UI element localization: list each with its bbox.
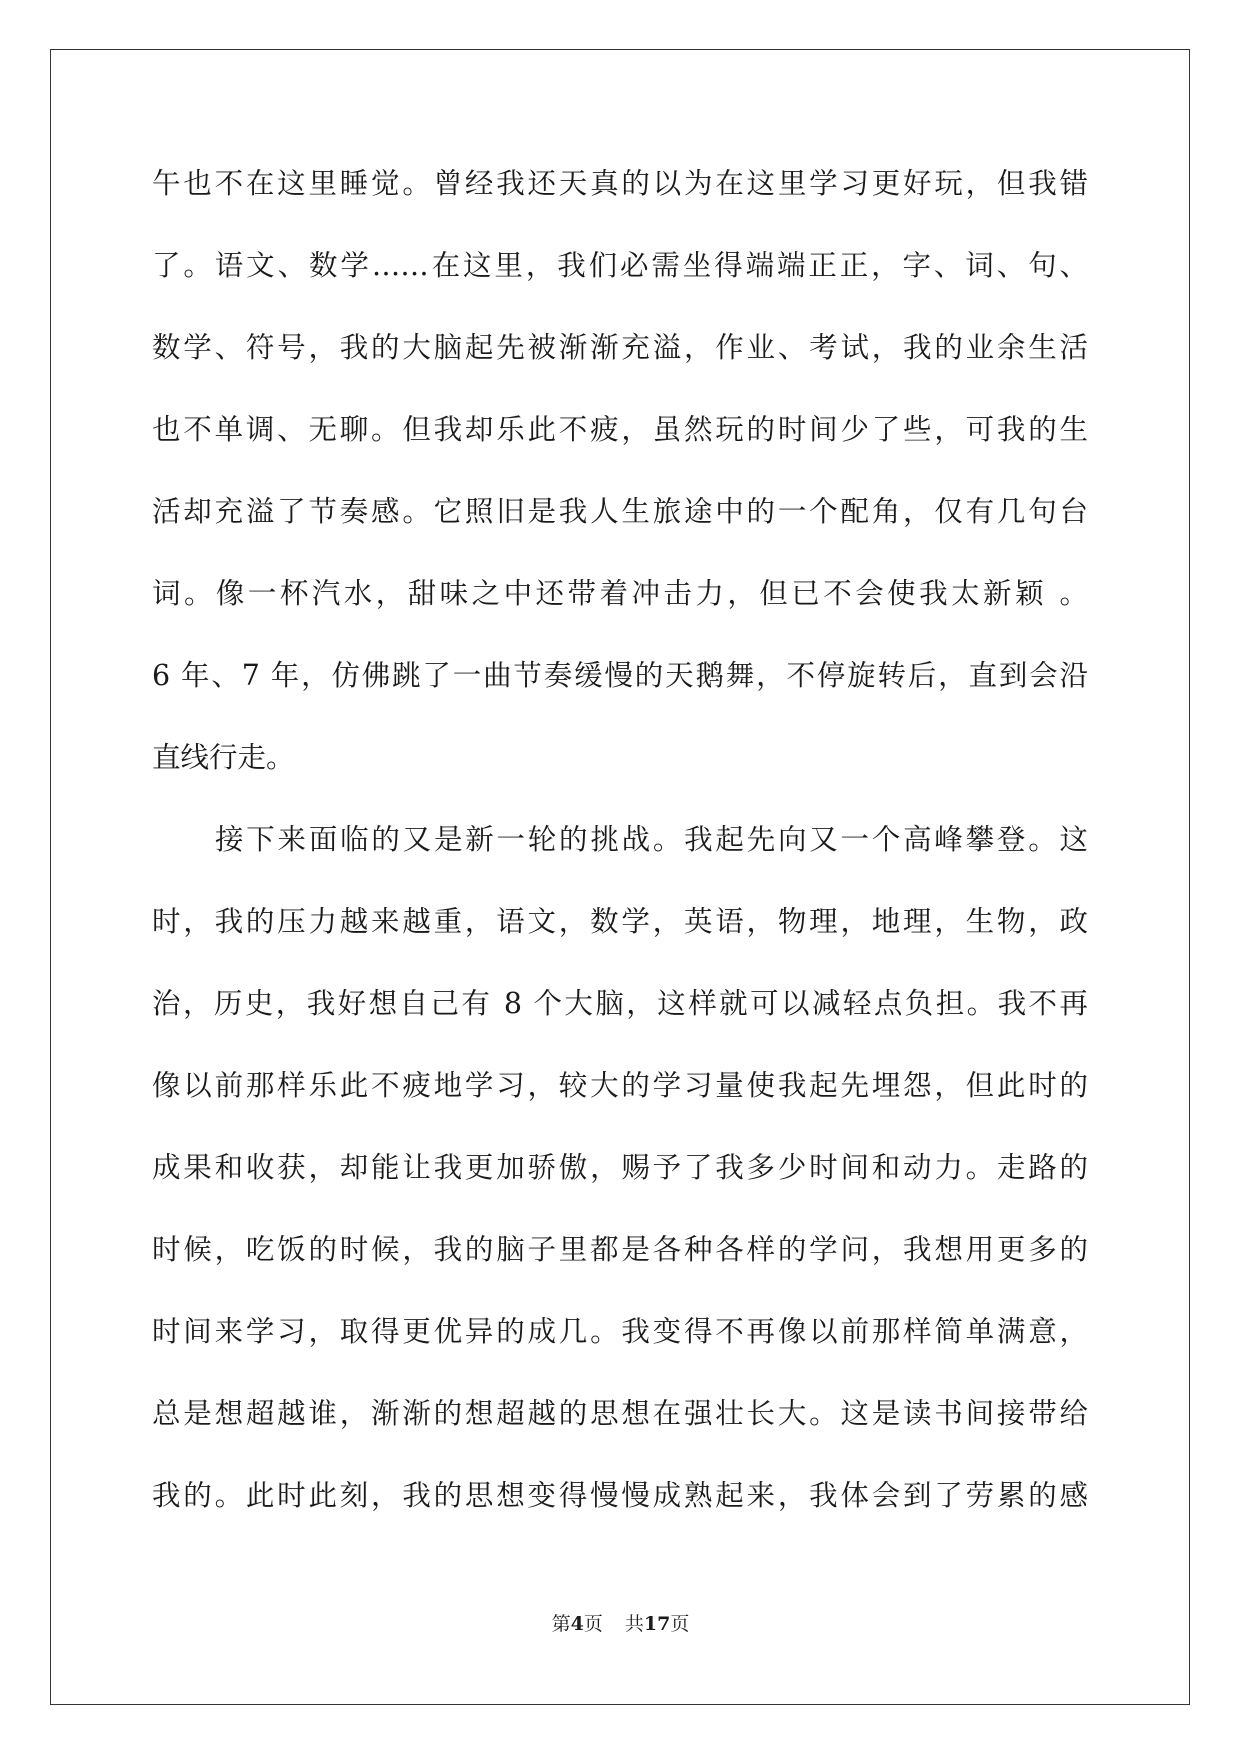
paragraph-2-line-2: 时，我的压力越来越重，语文，数学，英语，物理，地理，生物，政 bbox=[152, 905, 1088, 938]
paragraph-2-line-7: 时间来学习，取得更优异的成几。我变得不再像以前那样简单满意， bbox=[152, 1315, 1088, 1348]
page-suffix: 页 bbox=[583, 1613, 603, 1635]
page-prefix: 第 bbox=[551, 1613, 571, 1635]
paragraph-1-line-8: 直线行走。 bbox=[152, 741, 295, 774]
paragraph-1-line-2: 了。语文、数学……在这里，我们必需坐得端端正正，字、词、句、 bbox=[152, 249, 1088, 282]
paragraph-1-line-5: 活却充溢了节奏感。它照旧是我人生旅途中的一个配角，仅有几句台 bbox=[152, 495, 1088, 528]
total-pages: 17 bbox=[643, 1613, 671, 1635]
paragraph-1-line-7: 6 年、7 年，仿佛跳了一曲节奏缓慢的天鹅舞，不停旋转后，直到会沿 bbox=[152, 659, 1088, 692]
paragraph-2-line-4: 像以前那样乐此不疲地学习，较大的学习量使我起先埋怨，但此时的 bbox=[152, 1069, 1088, 1102]
total-prefix: 共 bbox=[624, 1613, 644, 1635]
paragraph-2-line-6: 时候，吃饭的时候，我的脑子里都是各种各样的学问，我想用更多的 bbox=[152, 1233, 1088, 1266]
document-body bbox=[152, 166, 1088, 1560]
paragraph-1-line-6: 词。像一杯汽水，甜味之中还带着冲击力，但已不会使我太新颖 。 bbox=[152, 577, 1088, 610]
total-suffix: 页 bbox=[670, 1613, 690, 1635]
page-number: 4 bbox=[570, 1613, 584, 1635]
paragraph-1-line-1: 午也不在这里睡觉。曾经我还天真的以为在这里学习更好玩，但我错 bbox=[152, 167, 1088, 200]
page-footer bbox=[0, 1613, 1241, 1635]
paragraph-2-line-8: 总是想超越谁，渐渐的想超越的思想在强壮长大。这是读书间接带给 bbox=[152, 1397, 1088, 1430]
paragraph-2-line-1: 接下来面临的又是新一轮的挑战。我起先向又一个高峰攀登。这 bbox=[215, 823, 1088, 856]
paragraph-2-line-3: 治，历史，我好想自己有 8 个大脑，这样就可以减轻点负担。我不再 bbox=[152, 987, 1088, 1020]
paragraph-1-line-4: 也不单调、无聊。但我却乐此不疲，虽然玩的时间少了些，可我的生 bbox=[152, 413, 1088, 446]
paragraph-2-line-5: 成果和收获，却能让我更加骄傲，赐予了我多少时间和动力。走路的 bbox=[152, 1151, 1088, 1184]
paragraph-2-line-9: 我的。此时此刻，我的思想变得慢慢成熟起来，我体会到了劳累的感 bbox=[152, 1479, 1088, 1512]
paragraph-1-line-3: 数学、符号，我的大脑起先被渐渐充溢，作业、考试，我的业余生活 bbox=[152, 331, 1088, 364]
